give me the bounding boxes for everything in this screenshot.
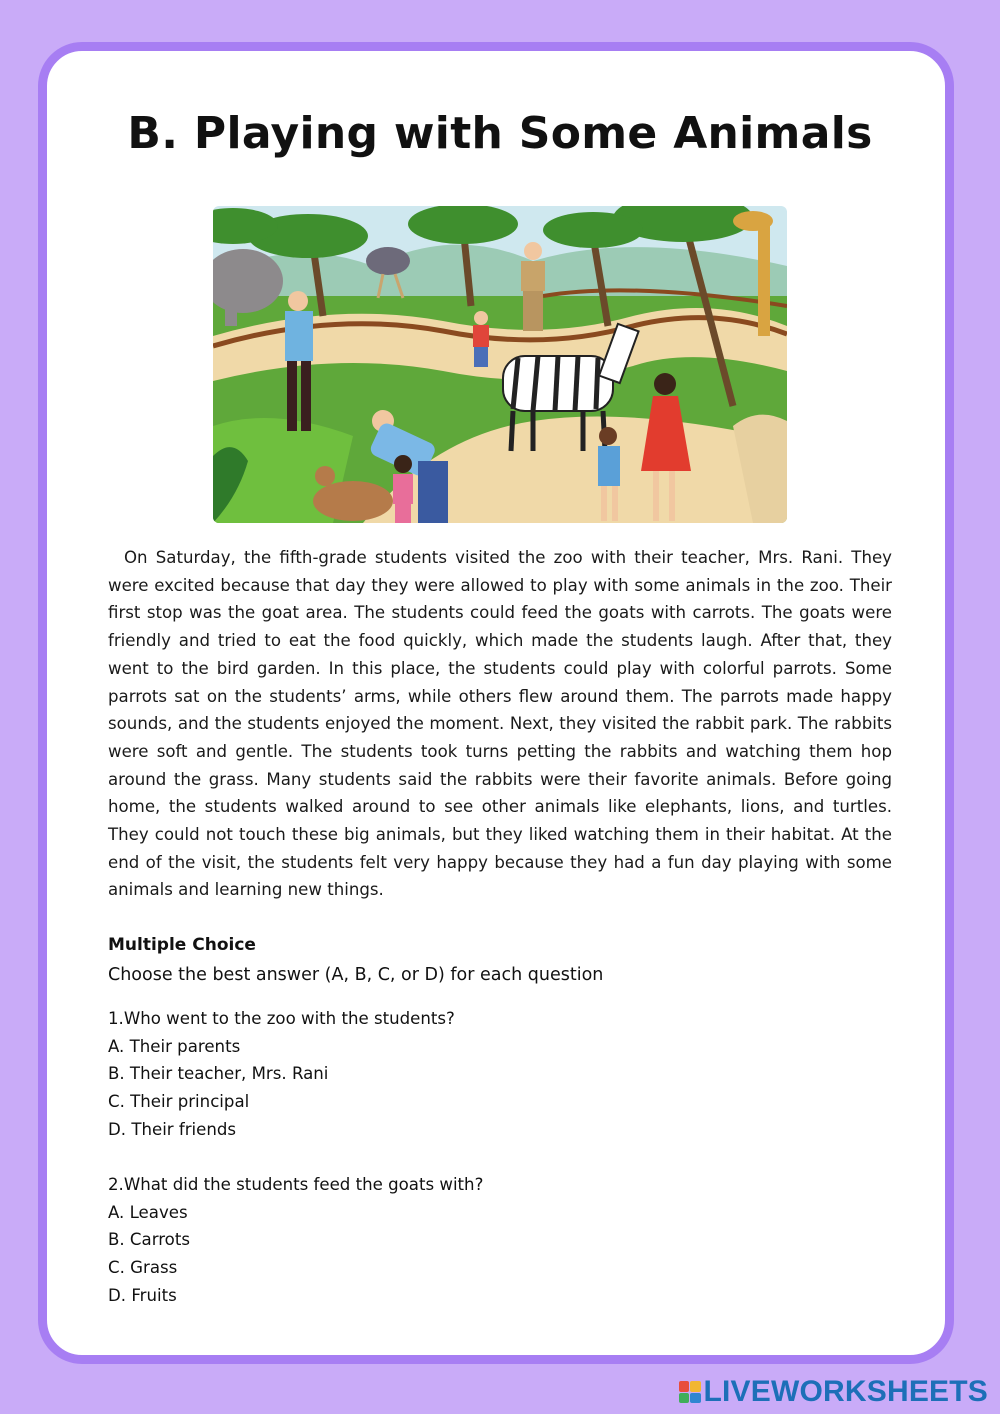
answer-option[interactable]: A. Leaves bbox=[108, 1202, 188, 1222]
answer-option[interactable]: B. Their teacher, Mrs. Rani bbox=[108, 1064, 329, 1084]
answer-option[interactable]: D. Their friends bbox=[108, 1119, 237, 1139]
question-1 bbox=[108, 1005, 808, 1144]
multiple-choice-instruction: Choose the best answer (A, B, C, or D) for each question bbox=[108, 965, 604, 985]
zoo-scene-illustration bbox=[213, 206, 787, 523]
liveworksheets-brand[interactable] bbox=[679, 1376, 989, 1408]
multiple-choice-heading: Multiple Choice bbox=[108, 935, 256, 955]
answer-option[interactable]: B. Carrots bbox=[108, 1230, 190, 1250]
reading-passage: On Saturday, the fifth-grade students visited the zoo with their teacher, Mrs. Rani. They were excited because that day they were allowed to play with some animals in the zoo. Their first stop was the goat area. The students could feed the goats with carrots. The goats were friendly and tried to eat the food quickly, which made the students laugh. After that, they went to the bird garden. In this place, the students could play with colorful parrots. Some parrots sat on the students’ arms, while others flew around them. The parrots made happy sounds, and the students enjoyed the moment. Next, they visited the rabbit park. The rabbits were soft and gentle. The students took turns petting the rabbits and watching them hop around the grass. Many students said the rabbits were their favorite animals. Before going home, the students walked around to see other animals like elephants, lions, and turtles. They could not touch these big animals, but they liked watching them in their habitat. At the end of the visit, the students felt very happy because they had a fun day playing with some animals and learning new things. bbox=[108, 548, 892, 900]
question-prompt: 2.What did the students feed the goats with? bbox=[108, 1175, 484, 1194]
answer-option[interactable]: A. Their parents bbox=[108, 1036, 241, 1056]
question-prompt: 1.Who went to the zoo with the students? bbox=[108, 1009, 455, 1028]
page-title: B. Playing with Some Animals bbox=[127, 108, 873, 159]
answer-option[interactable]: C. Grass bbox=[108, 1258, 178, 1278]
answer-option[interactable]: C. Their principal bbox=[108, 1092, 250, 1112]
answer-option[interactable]: D. Fruits bbox=[108, 1285, 177, 1305]
liveworksheets-logo-icon bbox=[679, 1381, 701, 1403]
brand-name: LIVEWORKSHEETS bbox=[703, 1375, 988, 1408]
question-2 bbox=[108, 1171, 808, 1310]
